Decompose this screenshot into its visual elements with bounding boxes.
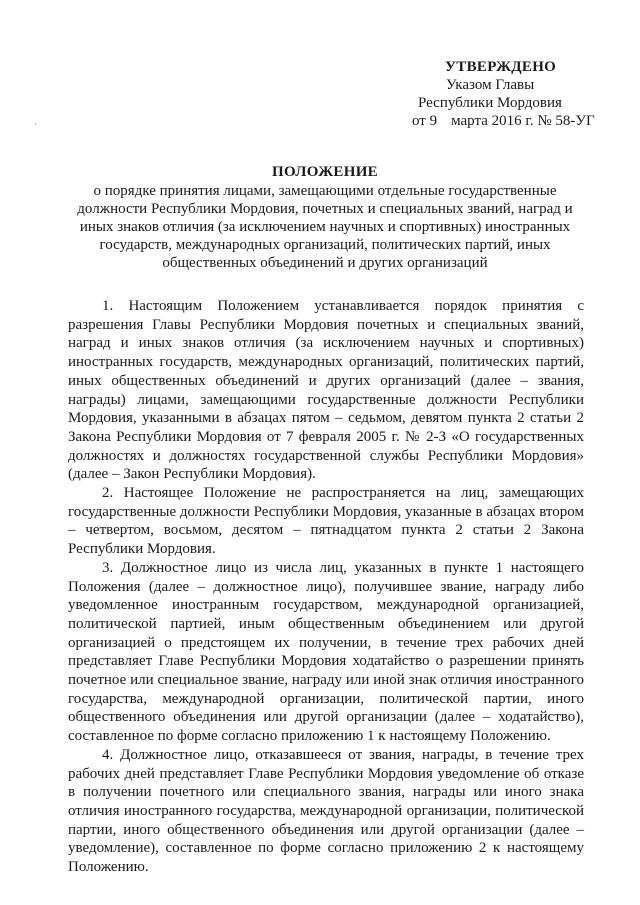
paragraph-1: 1. Настоящим Положением устанавливается порядок принятия с разрешения Главы Республики Мордовия почетных и специальных званий, наград и иных знаков отличия (за исключением научных и спортивных) иностранных государств, международных организаций, политических партий, иных общественных объединений и других организаций (далее – звания, награды) лицами, замещающими государственные должности Республики Мордовия, указанными в абзацах пятом – седьмом, девятом пункта 2 статьи 2 Закона Республики Мордовия от 7 февраля 2005 г. № 2-З «О государственных должностях и должностях государственной службы Республики Мордовия» (далее – Закон Республики Мордовия). <box>68 298 584 483</box>
paragraph-3: 3. Должностное лицо из числа лиц, указанных в пункте 1 настоящего Положения (далее – должностное лицо), получившее звание, награду либо уведомленное иностранным государством, международной организацией, политической партией, иным общественным объединением или другой организацией о предстоящем их получении, в течение трех рабочих дней представляет Главе Республики Мордовия ходатайство о разрешении принять почетное или специальное звание, награду или иной знак отличия иностранного государства, международной организации, политической партии, иного общественного объединения или другой организации (далее – ходатайство), составленное по форме согласно приложению 1 к настоящему Положению. <box>68 559 584 745</box>
document-body <box>68 297 584 877</box>
approval-heading: УТВЕРЖДЕНО <box>445 59 557 75</box>
title-subtitle: о порядке принятия лицами, замещающими отдельные государственные должности Республики Мордовия, почетных и специальных званий, наград и иных знаков отличия (за исключением научных и спортивных) иностранных государств, международных организаций, политических партий, иных общественных объединений и других организаций <box>77 183 573 271</box>
approval-line-date <box>412 112 612 130</box>
approval-number: 58-УГ <box>555 113 595 129</box>
paragraph-2: 2. Настоящее Положение не распространяется на лиц, замещающих государственные должности Республики Мордовия, указанные в абзацах втором – четвертом, восьмом, десятом – пятнадцатом пункта 2 статьи 2 Закона Республики Мордовия. <box>68 485 584 558</box>
approval-line-decree: Указом Главы <box>446 77 535 93</box>
approval-date-prefix: от 9 <box>412 113 438 129</box>
title-heading: ПОЛОЖЕНИЕ <box>272 164 378 180</box>
document-title <box>60 163 590 272</box>
approval-stamp <box>412 58 612 130</box>
paragraph-4: 4. Должностное лицо, отказавшееся от звания, награды, в течение трех рабочих дней представляет Главе Республики Мордовия уведомление об отказе в получении почетного или специального звания, награды или иного знака отличия иностранного государства, международной организации, политической партии, иного общественного объединения или другой организации (далее – уведомление), составленное по форме согласно приложению 2 к настоящему Положению. <box>68 746 584 876</box>
approval-line-republic: Республики Мордовия <box>418 95 562 111</box>
margin-mark: · <box>34 120 37 129</box>
approval-date-rest: марта 2016 г. № <box>451 113 552 129</box>
